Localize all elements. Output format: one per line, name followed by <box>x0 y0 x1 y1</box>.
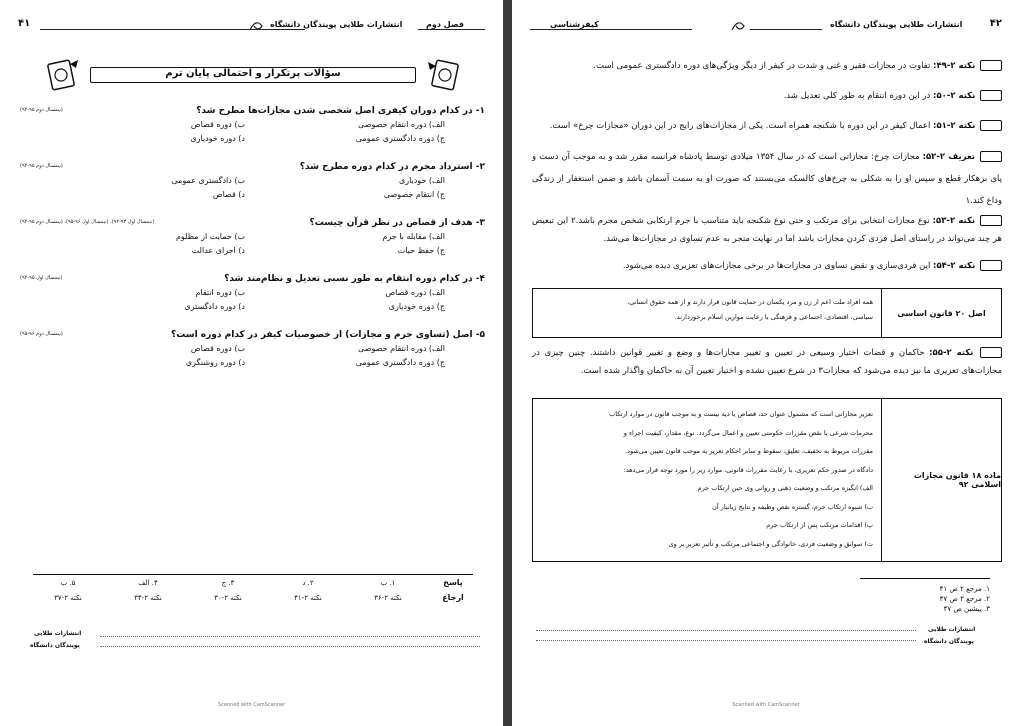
question-source: (نیمسال دوم ۹۵-۹۴) <box>20 163 63 169</box>
logo-line2: پویندگان دانشگاه <box>924 638 974 645</box>
dotted-rule <box>536 630 916 631</box>
note-label: نکته ۲-۵۵: <box>929 348 974 358</box>
note-icon <box>980 260 1002 271</box>
scan-watermark: Scanned with CamScanner <box>217 702 286 708</box>
table-line: محرمات شرعی یا نقض مقررات حکومتی تعیین و اعمال می‌گردد. نوع، مقدار، کیفیت اجراء و <box>623 428 873 437</box>
question-1 <box>20 104 485 146</box>
footnote-3: ۳. پیشین ص ۴۷ <box>943 605 990 613</box>
note-label: نکته ۲-۵۰: <box>933 91 976 101</box>
reference-4: نکته ۲-۳۴ <box>134 594 162 602</box>
question-source: (نیمسال دوم ۹۵-۹۴) <box>20 107 63 113</box>
question-3 <box>20 216 485 258</box>
option-d: د) دوره روشنگری <box>185 358 245 367</box>
footnote-1: ۱. مرجع ۲ ص ۴۱ <box>939 585 990 593</box>
note-text: مجازات چرخ: مجازاتی است که در سال ۱۳۵۴ میلادی توسط پادشاه فرانسه مقرر شد و به موجب آن دست و پای بزهکار قطع و سپس او را به شکلی به چرخ‌های کالسکه می‌بستند که صورت او به سمت آسمان باشد و ضمن استغفار از زندگی وداع کند.۱ <box>532 152 1002 206</box>
header-title: انتشارات طلایی پویندگان دانشگاه <box>270 20 403 29</box>
note-text: اعمال کیفر در این دوره با شکنجه همراه است. یکی از مجازات‌های رایج در این دوران «مجازات چرخ» است. <box>549 121 931 131</box>
banner-title: سؤالات پرتکرار و احتمالی پایان ترم <box>165 68 341 79</box>
note-2-50 <box>532 88 1002 105</box>
answer-1: ۱. ب <box>380 579 396 587</box>
reference-3: نکته ۲-۳۰ <box>214 594 242 602</box>
note-label: نکته ۲-۵۱: <box>933 121 976 131</box>
header-title: انتشارات طلایی پویندگان دانشگاه <box>830 20 963 29</box>
option-d: د) دوره دادگستری <box>184 302 245 311</box>
answer-3: ۳. ج <box>221 579 235 587</box>
definition-2-52 <box>532 146 1002 212</box>
question-text: ۴- در کدام دوره انتقام به طور نسبی تعدیل و نظام‌مند شد؟ <box>224 274 485 284</box>
note-text: تفاوت در مجازات فقیر و غنی و شدت در کیفر از دیگر ویژگی‌های دوره دادگستری عمومی است. <box>593 61 931 71</box>
option-c: ج) انتقام خصوصی <box>383 190 445 199</box>
note-icon <box>980 60 1002 71</box>
right-page <box>512 0 1020 726</box>
option-b: ب) دوره قصاص <box>190 120 245 129</box>
table-line: دادگاه در صدور حکم تعزیری، با رعایت مقررات قانونی، موارد زیر را مورد توجه قرار می‌دهد: <box>623 465 873 474</box>
header-rule <box>418 29 485 30</box>
table-line: ت) سوابق و وضعیت فردی، خانوادگی و اجتماعی مرتکب و تأثیر تعزیر بر وی <box>668 539 873 548</box>
note-text: نوع مجازات انتخابی برای مرتکب و حتی نوع شکنجه باید متناسب با جرم ارتکابی شخص مجرم باشد.۲ این تبعیض هر چند می‌تواند در راستای اصل فردی کردن مجازات باشد اما در نهایت منجر به عدم تساوی در مجازات‌ها می‌شد. <box>532 216 1002 244</box>
note-2-55 <box>532 344 1002 380</box>
question-text: ۵- اصل (تساوی جرم و مجازات) از خصوصیات کیفر در کدام دوره است؟ <box>170 330 485 340</box>
question-4 <box>20 272 485 314</box>
option-d: د) اجرای عدالت <box>191 246 245 255</box>
note-icon <box>980 215 1002 226</box>
header-rule <box>750 29 822 30</box>
note-label: نکته ۲-۴۹: <box>933 61 976 71</box>
option-c: ج) دوره خودیاری <box>388 302 445 311</box>
option-b: ب) دوره انتقام <box>195 288 245 297</box>
table-side-label: اصل ۲۰ قانون اساسی <box>881 289 1001 337</box>
question-5 <box>20 328 485 370</box>
reference-5: نکته ۲-۳۷ <box>54 594 82 602</box>
footnote-2: ۲. مرجع ۳ ص ۴۷ <box>939 595 990 603</box>
dotted-rule <box>100 636 480 637</box>
note-2-54 <box>532 258 1002 275</box>
constitution-article-box <box>532 288 1002 338</box>
question-2 <box>20 160 485 202</box>
question-source: (نیمسال دوم ۹۶-۹۵) <box>20 331 63 337</box>
note-icon <box>980 120 1002 131</box>
left-page <box>0 0 503 726</box>
option-b: ب) حمایت از مظلوم <box>175 232 245 241</box>
note-text: حاکمان و قضات اختیار وسیعی در تعیین و تغییر مجازات‌ها و وضع و تغییر قوانین داشتند. چنین چیزی در مجازات‌های تعزیری ما نیز دیده می‌شود که مجازات۳ در شرع تعیین نشده و اختیار تعیین آن به حاکمان واگذار شده است. <box>532 348 1002 376</box>
note-label: تعریف ۲-۵۲: <box>922 152 975 162</box>
option-d: د) قصاص <box>212 190 245 199</box>
note-text: در این دوره انتقام به طور کلی تعدیل شد. <box>783 91 931 101</box>
answer-4: ۴. الف <box>138 579 158 587</box>
note-2-53 <box>532 212 1002 248</box>
penal-code-article-box <box>532 398 1002 562</box>
question-source: (نیمسال اول ۹۵-۹۴) <box>20 275 63 281</box>
answer-2: ۲. د <box>302 579 314 587</box>
table-line: ب) شیوه ارتکاب جرم، گستره نقض وظیفه و نتایج زیانبار آن <box>712 502 873 511</box>
definition-pen-icon <box>980 151 1002 162</box>
logo-line1: انتشارات طلایی <box>928 626 976 633</box>
table-line: سیاسی، اقتصادی، اجتماعی و فرهنگی با رعایت موازین اسلام برخوردارند. <box>674 313 873 321</box>
swirl-ornament-icon <box>248 18 264 34</box>
table-line: تعزیر مجازاتی است که مشمول عنوان حد، قصاص یا دیه نیست و به موجب قانون در موارد ارتکاب <box>609 410 873 418</box>
question-text: ۳- هدف از قصاص در نظر قرآن چیست؟ <box>309 218 485 228</box>
table-body <box>533 399 881 561</box>
note-text: این فردی‌سازی و نقض تساوی در مجازات‌ها در برخی مجازات‌های تعزیری دیده می‌شود. <box>622 261 931 271</box>
answer-label: پاسخ <box>443 578 463 587</box>
option-c: ج) دوره دادگستری عمومی <box>355 134 445 143</box>
footnote-rule <box>860 578 990 579</box>
book-pen-icon <box>424 58 462 92</box>
table-line: همه افراد ملت اعم از زن و مرد یکسان در حمایت قانون قرار دارند و از همه حقوق انسانی، <box>627 298 873 306</box>
table-line: مقررات مربوط به تخفیف، تعلیق، سقوط و سایر احکام تعزیر به موجب قانون تعیین می‌شود. <box>625 447 873 455</box>
option-b: ب) دادگستری عمومی <box>171 176 245 185</box>
logo-line2: پویندگان دانشگاه <box>30 642 80 649</box>
note-icon <box>980 90 1002 101</box>
question-text: ۱- در کدام دوران کیفری اصل شخصی شدن مجازات‌ها مطرح شد؟ <box>196 106 485 116</box>
page-number: ۴۲ <box>989 18 1002 29</box>
option-a: الف) دوره انتقام خصوصی <box>358 120 445 129</box>
reference-2: نکته ۲-۴۱ <box>294 594 322 602</box>
section-banner <box>44 58 462 92</box>
dotted-rule <box>536 640 916 641</box>
note-2-49 <box>532 58 1002 75</box>
answer-table <box>33 574 473 606</box>
note-label: نکته ۲-۵۴: <box>933 261 976 271</box>
header-rule <box>40 29 305 30</box>
note-label: نکته ۲-۵۳: <box>932 216 976 226</box>
dotted-rule <box>100 646 480 647</box>
option-c: ج) حفظ حیات <box>397 246 445 255</box>
header-chapter: فصل دوم <box>426 20 464 29</box>
left-page-header <box>18 14 485 38</box>
table-body <box>533 289 881 337</box>
right-page-header <box>530 14 1002 38</box>
table-side-label: ماده ۱۸ قانون مجازات اسلامی ۹۲ <box>881 399 1001 561</box>
option-b: ب) دوره قصاص <box>190 344 245 353</box>
option-a: الف) دوره قصاص <box>385 288 445 297</box>
header-rule <box>530 29 692 30</box>
reference-1: نکته ۲-۳۶ <box>374 594 402 602</box>
option-d: د) دوره خودیاری <box>190 134 245 143</box>
option-a: الف) دوره انتقام خصوصی <box>358 344 445 353</box>
header-subject: کیفرشناسی <box>550 20 599 29</box>
table-line: پ) اقدامات مرتکب پس از ارتکاب جرم <box>766 521 873 529</box>
swirl-ornament-icon <box>730 18 746 34</box>
option-a: الف) مقابله با جرم <box>382 232 445 241</box>
scan-watermark: Scanned with CamScanner <box>732 702 800 708</box>
option-a: الف) خودیاری <box>398 176 445 185</box>
publisher-logo <box>26 628 106 658</box>
page-number: ۴۱ <box>18 18 31 29</box>
reference-label: ارجاع <box>442 593 464 602</box>
option-c: ج) دوره دادگستری عمومی <box>355 358 445 367</box>
note-icon <box>980 347 1002 358</box>
logo-line1: انتشارات طلایی <box>34 630 82 637</box>
table-line: الف) انگیزه مرتکب و وضعیت ذهنی و روانی وی حین ارتکاب جرم <box>697 484 873 492</box>
question-source: (نیمسال اول ۹۳-۹۲)، (نیمسال اول ۹۶-۹۵)، (نیمسال دوم ۹۵-۹۴) <box>20 219 155 225</box>
answer-5: ۵. ب <box>60 579 76 587</box>
question-text: ۲- استرداد مجرم در کدام دوره مطرح شد؟ <box>299 162 485 172</box>
note-2-51 <box>532 118 1002 135</box>
publisher-logo <box>920 624 1000 654</box>
